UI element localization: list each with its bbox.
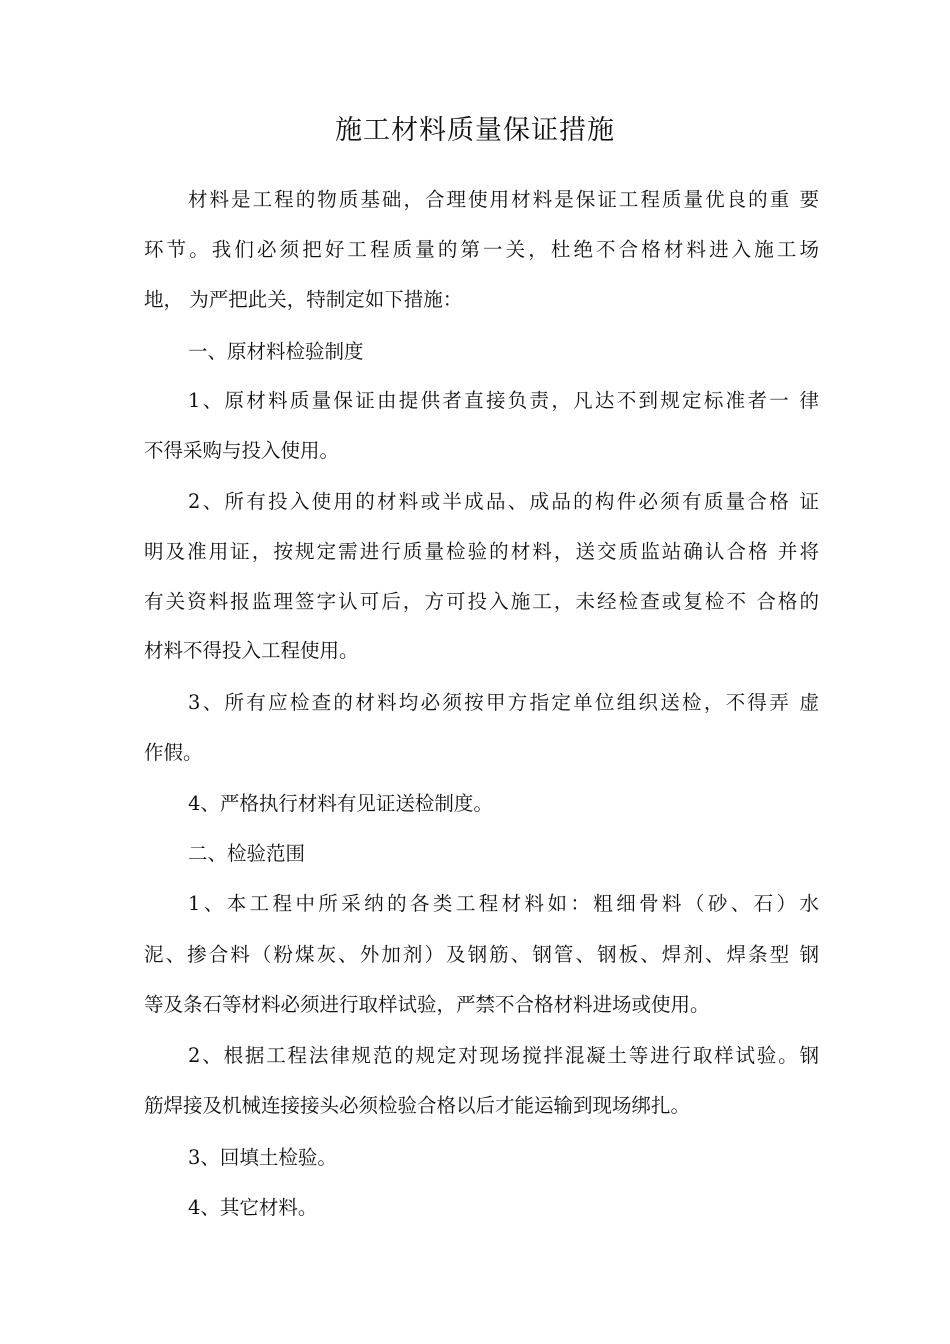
paragraph-line: 有关资料报监理签字认可后，方可投入施工，未经检查或复检不 合格的 xyxy=(144,590,819,613)
paragraph-line: 1、本工程中所采纳的各类工程材料如：粗细骨料（砂、石）水 xyxy=(188,892,819,915)
paragraph-line: 不得采购与投入使用。 xyxy=(144,439,340,462)
paragraph-line: 筋焊接及机械连接接头必须检验合格以后才能运输到现场绑扎。 xyxy=(144,1094,691,1117)
paragraph-line: 4、严格执行材料有见证送检制度。 xyxy=(188,792,493,815)
paragraph-line: 2、所有投入使用的材料或半成品、成品的构件必须有质量合格 证 xyxy=(188,490,819,513)
paragraph-line: 泥、掺合料（粉煤灰、外加剂）及钢筋、钢管、钢板、焊剂、焊条型 钢 xyxy=(144,943,819,966)
paragraph-line: 2、根据工程法律规范的规定对现场搅拌混凝土等进行取样试验。钢 xyxy=(188,1044,819,1067)
paragraph-line: 地， 为严把此关，特制定如下措施： xyxy=(144,288,463,311)
paragraph-line: 4、其它材料。 xyxy=(188,1196,318,1219)
paragraph-line: 明及准用证，按规定需进行质量检验的材料，送交质监站确认合格 并将 xyxy=(144,540,819,563)
paragraph-line: 1、原材料质量保证由提供者直接负责，凡达不到规定标准者一 律 xyxy=(188,389,819,412)
paragraph-line: 环节。我们必须把好工程质量的第一关，杜绝不合格材料进入施工场 xyxy=(144,238,819,261)
paragraph-line: 3、回填土检验。 xyxy=(188,1146,337,1169)
document-title: 施工材料质量保证措施 xyxy=(335,115,615,146)
paragraph-line: 等及条石等材料必须进行取样试验，严禁不合格材料进场或使用。 xyxy=(144,993,710,1016)
paragraph-line: 3、所有应检查的材料均必须按甲方指定单位组织送检，不得弄 虚 xyxy=(188,691,819,714)
paragraph-line: 材料不得投入工程使用。 xyxy=(144,639,359,662)
paragraph-line: 作假。 xyxy=(144,741,203,764)
section-heading: 一、原材料检验制度 xyxy=(188,340,364,363)
section-heading: 二、检验范围 xyxy=(188,842,306,865)
paragraph-line: 材料是工程的物质基础，合理使用材料是保证工程质量优良的重 要 xyxy=(188,188,819,211)
